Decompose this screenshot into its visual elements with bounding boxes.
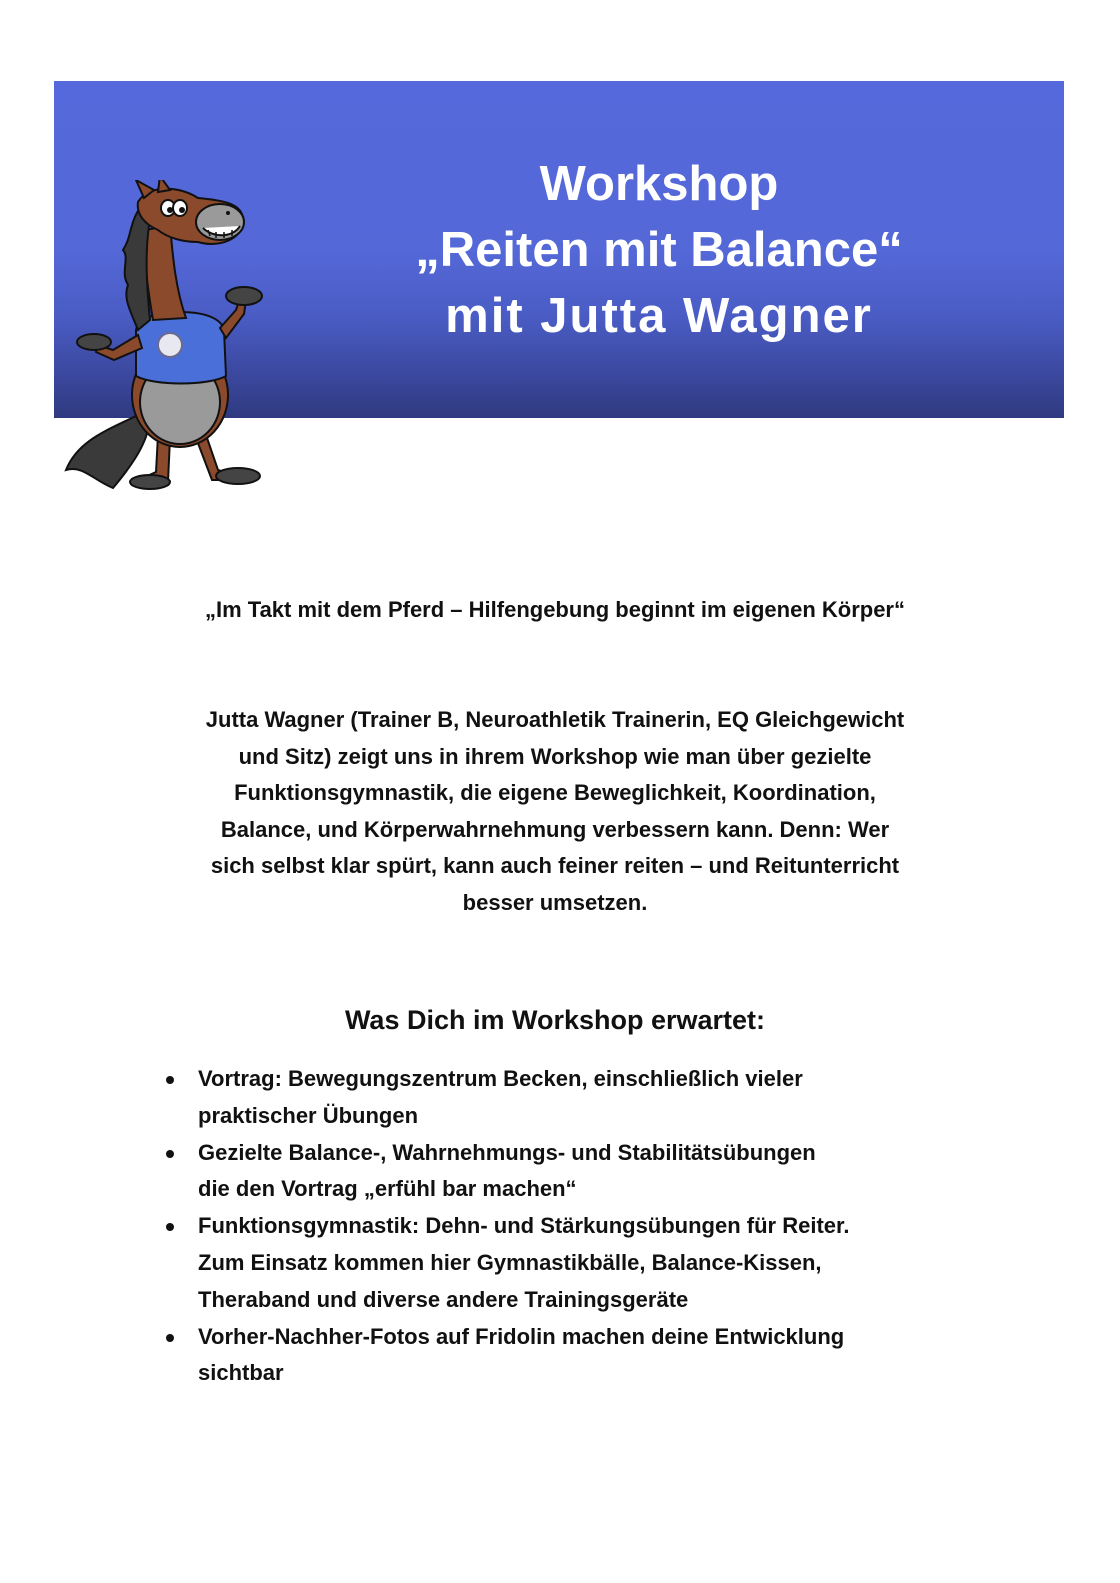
intro-line: besser umsetzen. — [462, 889, 648, 915]
list-item-line: Vortrag: Bewegungszentrum Becken, einschließlich vieler — [198, 1066, 803, 1091]
title-line-trainer: mit Jutta Wagner — [445, 289, 873, 343]
bullet-icon — [166, 1223, 174, 1231]
tagline: „Im Takt mit dem Pferd – Hilfengebung beginnt im eigenen Körper“ — [204, 597, 905, 622]
list-item-line: Theraband und diverse andere Trainingsgeräte — [198, 1286, 689, 1312]
list-item-line: die den Vortrag „erfühl bar machen“ — [198, 1176, 577, 1202]
expectations-list — [160, 1061, 1020, 1392]
list-item — [160, 1208, 1020, 1318]
title-line-workshop: Workshop — [539, 157, 779, 211]
bullet-icon — [166, 1076, 174, 1084]
intro-line: Funktionsgymnastik, die eigene Beweglichkeit, Koordination, — [234, 780, 876, 805]
list-item-line: Gezielte Balance-, Wahrnehmungs- und Stabilitätsübungen — [198, 1139, 816, 1165]
list-item-line: Zum Einsatz kommen hier Gymnastikbälle, Balance-Kissen, — [198, 1249, 822, 1275]
intro-line: Balance, und Körperwahrnehmung verbessern kann. Denn: Wer — [220, 816, 890, 842]
list-item-line: Funktionsgymnastik: Dehn- und Stärkungsübungen für Reiter. — [198, 1213, 850, 1239]
workshop-title — [254, 151, 1064, 349]
list-item — [160, 1135, 1020, 1209]
list-item — [160, 1061, 1020, 1135]
section-heading: Was Dich im Workshop erwartet: — [344, 1005, 766, 1035]
intro-line: Jutta Wagner (Trainer B, Neuroathletik Trainerin, EQ Gleichgewicht — [205, 707, 905, 732]
intro-line: und Sitz) zeigt uns in ihrem Workshop wie man über gezielte — [238, 743, 872, 769]
cartoon-horse-mascot-icon — [58, 180, 278, 500]
bullet-icon — [166, 1150, 174, 1158]
list-item-line: sichtbar — [198, 1360, 284, 1386]
title-line-name: „Reiten mit Balance“ — [415, 223, 903, 277]
list-item-line: praktischer Übungen — [198, 1102, 419, 1128]
intro-line: sich selbst klar spürt, kann auch feiner reiten – und Reitunterricht — [210, 853, 900, 878]
list-item-line: Vorher-Nachher-Fotos auf Fridolin machen deine Entwicklung — [198, 1323, 845, 1349]
intro-paragraph — [130, 702, 980, 921]
list-item — [160, 1319, 1020, 1393]
bullet-icon — [166, 1334, 174, 1342]
